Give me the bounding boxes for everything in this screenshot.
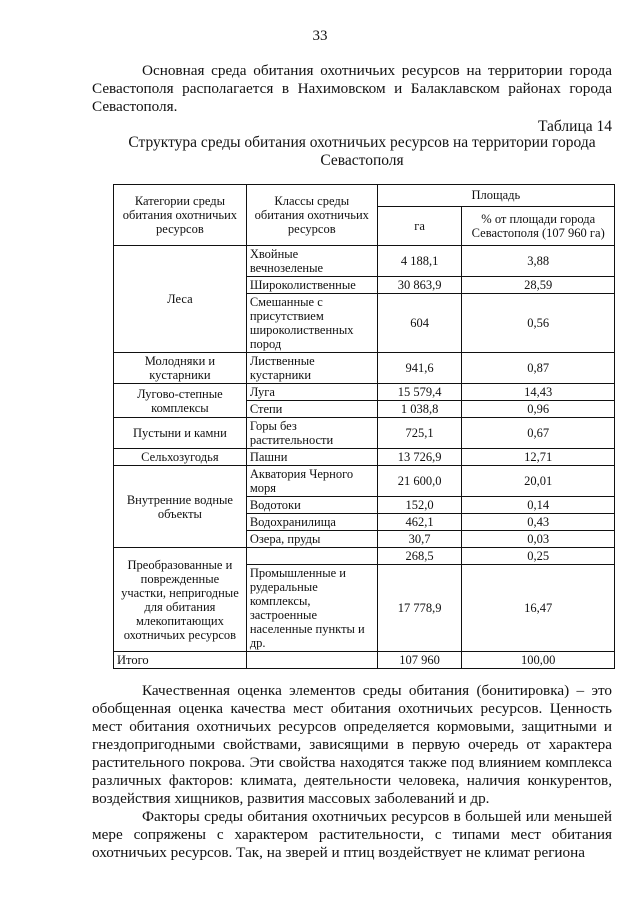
class-cell: Горы без растительности [246,418,377,449]
category-cell: Пустыни и камни [114,418,247,449]
header-class: Классы среды обитания охотничьих ресурсов [246,185,377,246]
paragraph-bonitirovka: Качественная оценка элементов среды обитания (бонитировка) – это обобщенная оценка качества мест обитания охотничьих ресурсов. Ценность мест обитания охотничьих ресурсов определяется кормовыми, защитными и гнездопригодными свойствами, зависящими в первую очередь от характера растительного покрова. Эти свойства находятся также под влиянием комплекса различных факторов: климата, деятельности человека, наличия конкурентов, воздействия хищников, развития массовых заболеваний и др. [92,682,612,807]
ha-cell: 21 600,0 [377,466,462,497]
class-cell: Лиственные кустарники [246,353,377,384]
total-ha: 107 960 [377,652,462,669]
ha-cell: 30,7 [377,531,462,548]
table-total-row [114,652,615,669]
category-cell: Молодняки и кустарники [114,353,247,384]
ha-cell: 152,0 [377,497,462,514]
table-row [114,466,615,497]
percent-cell: 12,71 [462,449,615,466]
class-cell: Акватория Черного моря [246,466,377,497]
class-cell: Водохранилища [246,514,377,531]
percent-cell: 0,43 [462,514,615,531]
class-cell: Водотоки [246,497,377,514]
class-cell: Широколиственные [246,277,377,294]
category-cell: Преобразованные и поврежденные участки, непригодные для обитания млекопитающих охотничьих ресурсов [114,548,247,652]
ha-cell: 13 726,9 [377,449,462,466]
table-row [114,548,615,565]
table-label: Таблица 14 [537,118,612,135]
ha-cell: 725,1 [377,418,462,449]
percent-cell: 3,88 [462,246,615,277]
table-row [114,418,615,449]
percent-cell: 16,47 [462,565,615,652]
class-cell: Смешанные с присутствием широколиственных пород [246,294,377,353]
category-cell: Лугово-степные комплексы [114,384,247,418]
table-row [114,353,615,384]
header-ha: га [377,206,462,245]
class-cell: Промышленные и рудеральные комплексы, застроенные населенные пункты и др. [246,565,377,652]
header-area: Площадь [377,185,614,207]
ha-cell: 17 778,9 [377,565,462,652]
total-percent: 100,00 [462,652,615,669]
percent-cell: 0,14 [462,497,615,514]
ha-cell: 268,5 [377,548,462,565]
category-cell: Леса [114,246,247,353]
total-empty-cell [246,652,377,669]
table-header-row [114,185,615,207]
intro-paragraph: Основная среда обитания охотничьих ресурсов на территории города Севастополя располагается в Нахимовском и Балаклавском районах города Севастополя. [92,62,612,115]
class-cell: Луга [246,384,377,401]
page-number: 33 [312,28,328,44]
ha-cell: 30 863,9 [377,277,462,294]
ha-cell: 604 [377,294,462,353]
category-cell: Внутренние водные объекты [114,466,247,548]
habitat-structure-table [113,184,615,669]
ha-cell: 15 579,4 [377,384,462,401]
ha-cell: 462,1 [377,514,462,531]
percent-cell: 0,25 [462,548,615,565]
class-cell: Степи [246,401,377,418]
category-cell: Сельхозугодья [114,449,247,466]
ha-cell: 4 188,1 [377,246,462,277]
header-percent: % от площади города Севастополя (107 960 га) [462,206,615,245]
table-row [114,449,615,466]
class-cell: Озера, пруды [246,531,377,548]
percent-cell: 14,43 [462,384,615,401]
table-row [114,246,615,277]
percent-cell: 0,03 [462,531,615,548]
class-cell: Пашни [246,449,377,466]
header-category: Категории среды обитания охотничьих ресурсов [114,185,247,246]
total-label: Итого [114,652,247,669]
ha-cell: 1 038,8 [377,401,462,418]
class-cell [246,548,377,565]
percent-cell: 28,59 [462,277,615,294]
percent-cell: 0,87 [462,353,615,384]
table-row [114,384,615,401]
class-cell: Хвойные вечнозеленые [246,246,377,277]
percent-cell: 0,67 [462,418,615,449]
table-title: Структура среды обитания охотничьих ресурсов на территории города Севастополя [128,134,596,169]
percent-cell: 0,96 [462,401,615,418]
percent-cell: 20,01 [462,466,615,497]
percent-cell: 0,56 [462,294,615,353]
ha-cell: 941,6 [377,353,462,384]
paragraph-factors: Факторы среды обитания охотничьих ресурсов в большей или меньшей мере сопряжены с характером растительности, с типами мест обитания охотничьих ресурсов. Так, на зверей и птиц воздействует не климат региона [92,808,612,861]
